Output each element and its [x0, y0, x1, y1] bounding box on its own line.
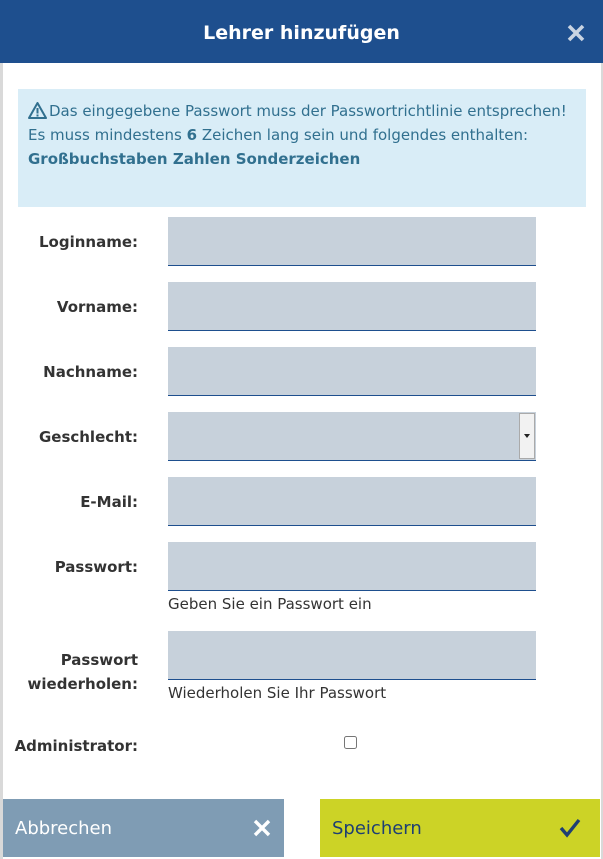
passwort-wiederholen-label-line2: wiederholen:: [27, 675, 138, 693]
checkmark-icon: [558, 816, 582, 840]
close-icon[interactable]: [565, 22, 587, 44]
save-button-label: Speichern: [332, 818, 422, 839]
alert-line-2-prefix: Es muss mindestens: [28, 126, 187, 144]
passwort-help-text: Geben Sie ein Passwort ein: [168, 595, 372, 613]
alert-requirements: Großbuchstaben Zahlen Sonderzeichen: [28, 150, 361, 168]
vorname-input[interactable]: [168, 282, 536, 331]
dialog-header: [0, 0, 603, 63]
passwort-wiederholen-label: [8, 648, 138, 696]
email-input[interactable]: [168, 477, 536, 526]
alert-line-1: Das eingegebene Passwort muss der Passwortrichtlinie entsprechen!: [49, 102, 567, 120]
geschlecht-label: Geschlecht:: [38, 428, 138, 446]
passwort-label: Passwort:: [54, 558, 138, 576]
administrator-label: Administrator:: [14, 737, 138, 755]
close-icon: [250, 816, 274, 840]
geschlecht-select[interactable]: [168, 412, 536, 461]
save-button[interactable]: [320, 799, 600, 857]
passwort-wiederholen-input[interactable]: [168, 631, 536, 680]
loginname-label: Loginname:: [38, 233, 138, 251]
passwort-wiederholen-help-text: Wiederholen Sie Ihr Passwort: [168, 684, 387, 702]
dialog-border-left: [0, 63, 3, 859]
passwort-wiederholen-label-line1: Passwort: [60, 651, 138, 669]
administrator-checkbox[interactable]: [344, 736, 357, 749]
nachname-input[interactable]: [168, 347, 536, 396]
nachname-label: Nachname:: [43, 363, 138, 381]
cancel-button[interactable]: [3, 799, 284, 857]
warning-icon: [28, 102, 47, 119]
loginname-input[interactable]: [168, 217, 536, 266]
cancel-button-label: Abbrechen: [15, 818, 113, 839]
alert-line-2-suffix: Zeichen lang sein und folgendes enthalten:: [197, 126, 529, 144]
password-policy-alert: [18, 89, 586, 207]
dialog-title: Lehrer hinzufügen: [203, 22, 400, 44]
vorname-label: Vorname:: [56, 298, 138, 316]
email-label: E-Mail:: [80, 493, 138, 511]
alert-min-length: 6: [186, 126, 198, 144]
passwort-input[interactable]: [168, 542, 536, 591]
chevron-down-icon[interactable]: [519, 413, 535, 459]
